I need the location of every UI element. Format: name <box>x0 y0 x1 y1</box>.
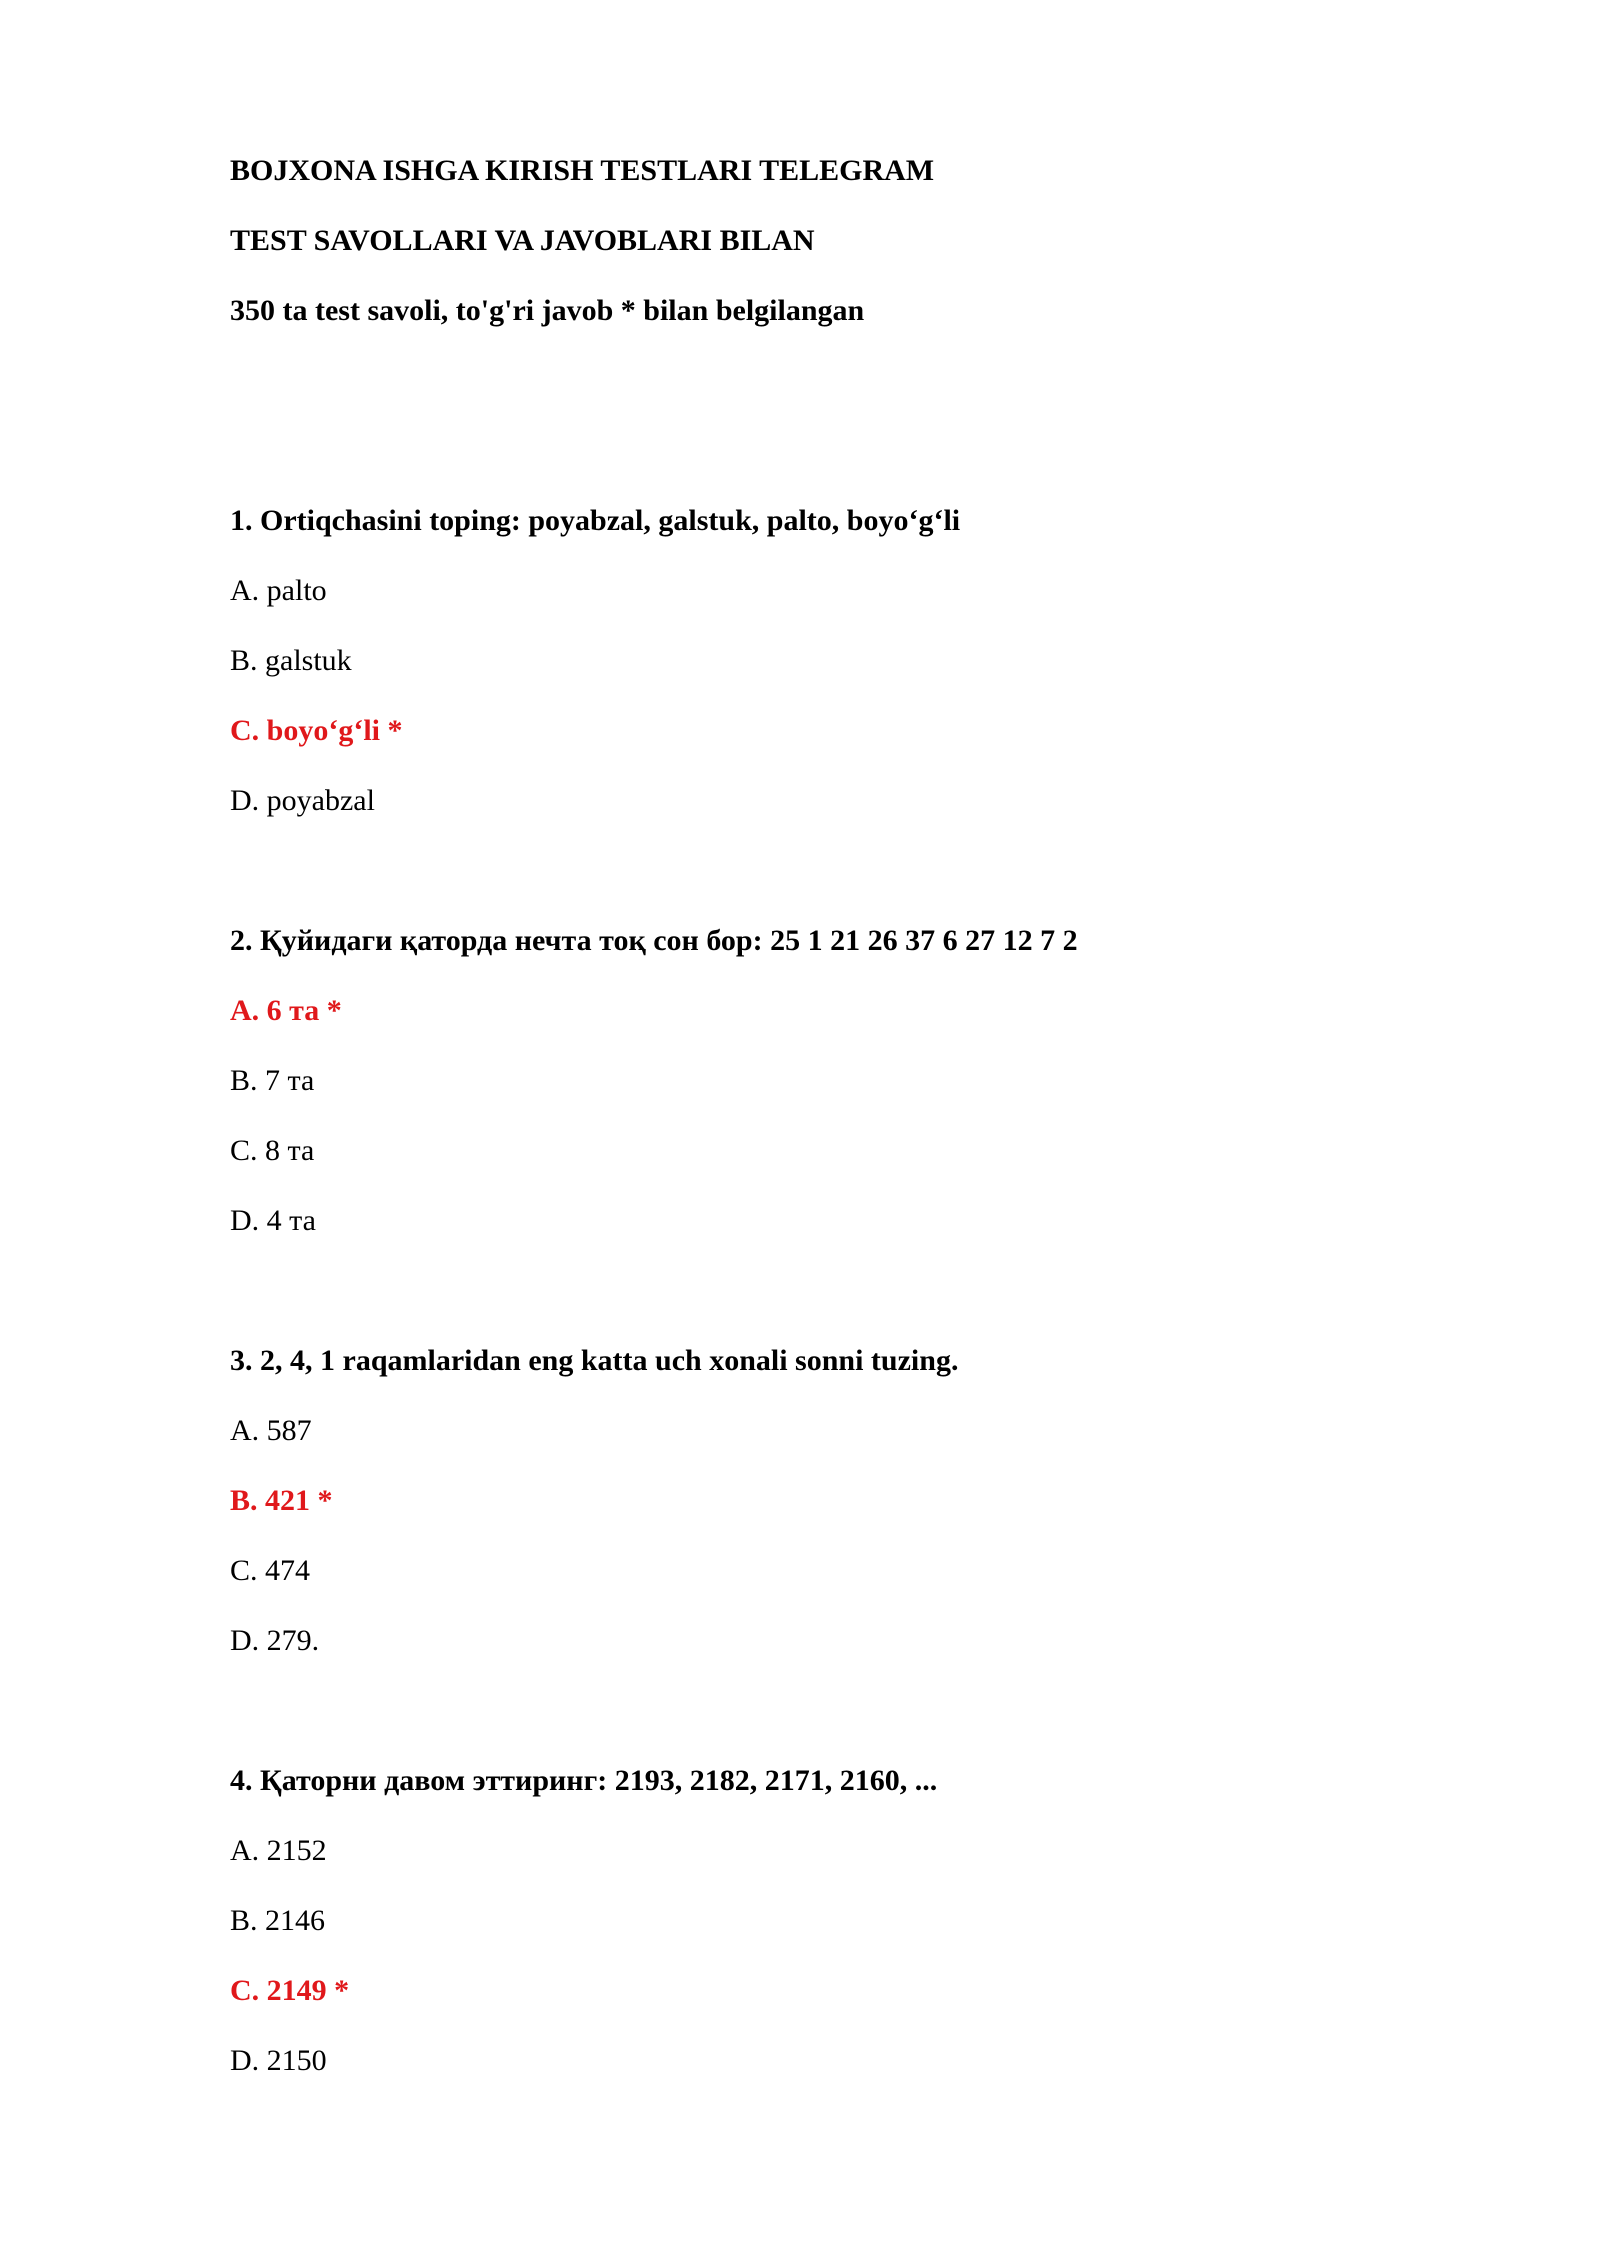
document-title-line2: TEST SAVOLLARI VA JAVOBLARI BILAN <box>230 224 815 257</box>
question-4-option-b: B. 2146 <box>230 1904 326 1937</box>
document-subtitle: 350 ta test savoli, to'g'ri javob * bilan belgilangan <box>230 294 865 327</box>
question-3-option-c: C. 474 <box>230 1554 311 1587</box>
question-2-text: 2. Қуйидаги қаторда нечта тоқ сон бор: 25 1 21 26 37 6 27 12 7 2 <box>230 924 1078 957</box>
question-4-option-a: A. 2152 <box>230 1834 327 1867</box>
question-1-option-c-correct: C. boyo‘g‘li * <box>230 714 403 747</box>
question-2-option-c: C. 8 та <box>230 1134 315 1167</box>
question-4-text: 4. Қаторни давом эттиринг: 2193, 2182, 2171, 2160, ... <box>230 1764 938 1797</box>
question-4-option-c-correct: C. 2149 * <box>230 1974 350 2007</box>
question-1-option-a: A. palto <box>230 574 327 607</box>
question-3-option-b-correct: B. 421 * <box>230 1484 333 1517</box>
question-3-text: 3. 2, 4, 1 raqamlaridan eng katta uch xonali sonni tuzing. <box>230 1344 959 1377</box>
question-3-option-d: D. 279. <box>230 1624 320 1657</box>
question-4-option-d: D. 2150 <box>230 2044 327 2077</box>
question-1-option-b: B. galstuk <box>230 644 352 677</box>
question-3-option-a: A. 587 <box>230 1414 312 1447</box>
question-2-option-b: B. 7 та <box>230 1064 315 1097</box>
question-2-option-a-correct: A. 6 та * <box>230 994 342 1027</box>
question-2-option-d: D. 4 та <box>230 1204 316 1237</box>
question-1-text: 1. Ortiqchasini toping: poyabzal, galstuk, palto, boyo‘g‘li <box>230 504 961 537</box>
document-title: BOJXONA ISHGA KIRISH TESTLARI TELEGRAM <box>230 154 935 187</box>
question-1-option-d: D. poyabzal <box>230 784 375 817</box>
